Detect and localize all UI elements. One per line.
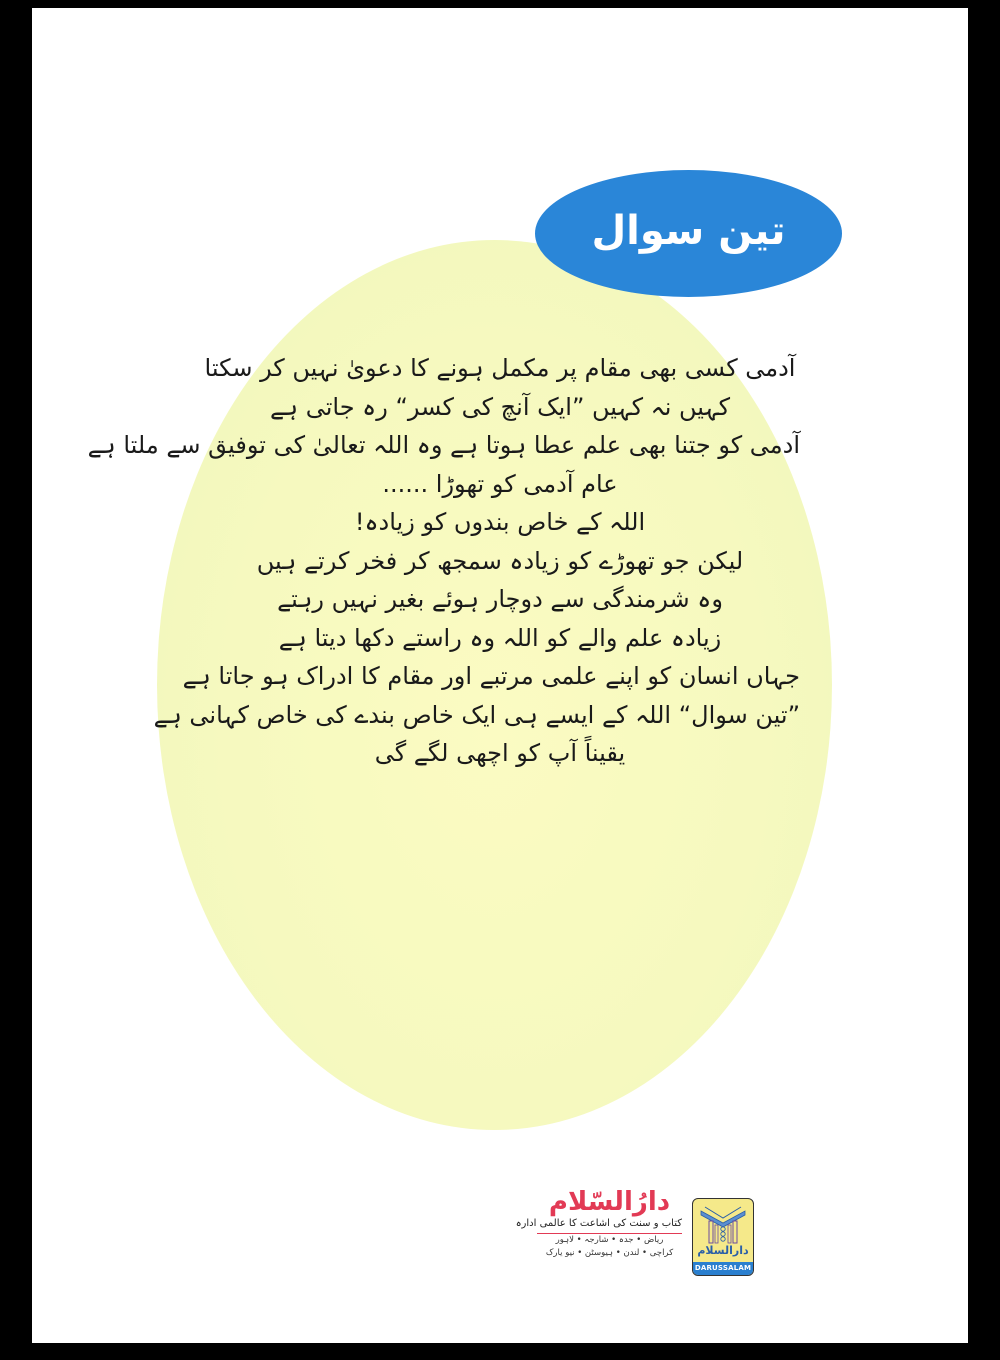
publisher-tagline: کتاب و سنت کی اشاعت کا عالمی ادارہ — [537, 1217, 682, 1234]
poem-line: ”تین سوال“ اللہ کے ایسے ہی ایک خاص بندے کی خاص کہانی ہے — [153, 700, 800, 729]
poem-line: جہاں انسان کو اپنے علمی مرتبے اور مقام کا ادراک ہو جاتا ہے — [182, 662, 800, 690]
darussalam-logo — [692, 1198, 754, 1276]
poem-text — [87, 353, 800, 777]
book-page — [32, 8, 968, 1343]
page-title: تین سوال — [591, 207, 786, 254]
book-emblem-icon — [693, 1201, 753, 1257]
poem-line: اللہ کے خاص بندوں کو زیادہ! — [354, 508, 646, 536]
svg-text:دارالسلام: دارالسلام — [697, 1244, 749, 1257]
poem-line: آدمی کو جتنا بھی علم عطا ہوتا ہے وہ اللہ تعالیٰ کی توفیق سے ملتا ہے — [87, 431, 800, 459]
poem-line: یقیناً آپ کو اچھی لگے گی — [374, 739, 626, 767]
poem-line: وہ شرمندگی سے دوچار ہوئے بغیر نہیں رہتے — [277, 585, 723, 613]
title-badge — [535, 170, 842, 297]
poem-line: آدمی کسی بھی مقام پر مکمل ہونے کا دعویٰ نہیں کر سکتا — [204, 354, 796, 382]
poem-line: عام آدمی کو تھوڑا ...... — [382, 469, 618, 498]
publisher-footer — [515, 1183, 792, 1288]
publisher-wordmark — [515, 1187, 682, 1260]
logo-label: DARUSSALAM — [693, 1262, 753, 1275]
publisher-cities-line-1: ریاض • جدہ • شارجہ • لاہور — [555, 1235, 664, 1245]
poem-line: کہیں نہ کہیں ”ایک آنچ کی کسر“ رہ جاتی ہے — [269, 392, 731, 421]
poem-line: زیادہ علم والے کو اللہ وہ راستے دکھا دیتا ہے — [278, 623, 722, 652]
publisher-cities-line-2: کراچی • لندن • ہیوسٹن • نیو یارک — [545, 1248, 674, 1258]
publisher-name: دارُالسّلام — [548, 1187, 671, 1217]
poem-line: لیکن جو تھوڑے کو زیادہ سمجھ کر فخر کرتے ہیں — [256, 546, 744, 575]
